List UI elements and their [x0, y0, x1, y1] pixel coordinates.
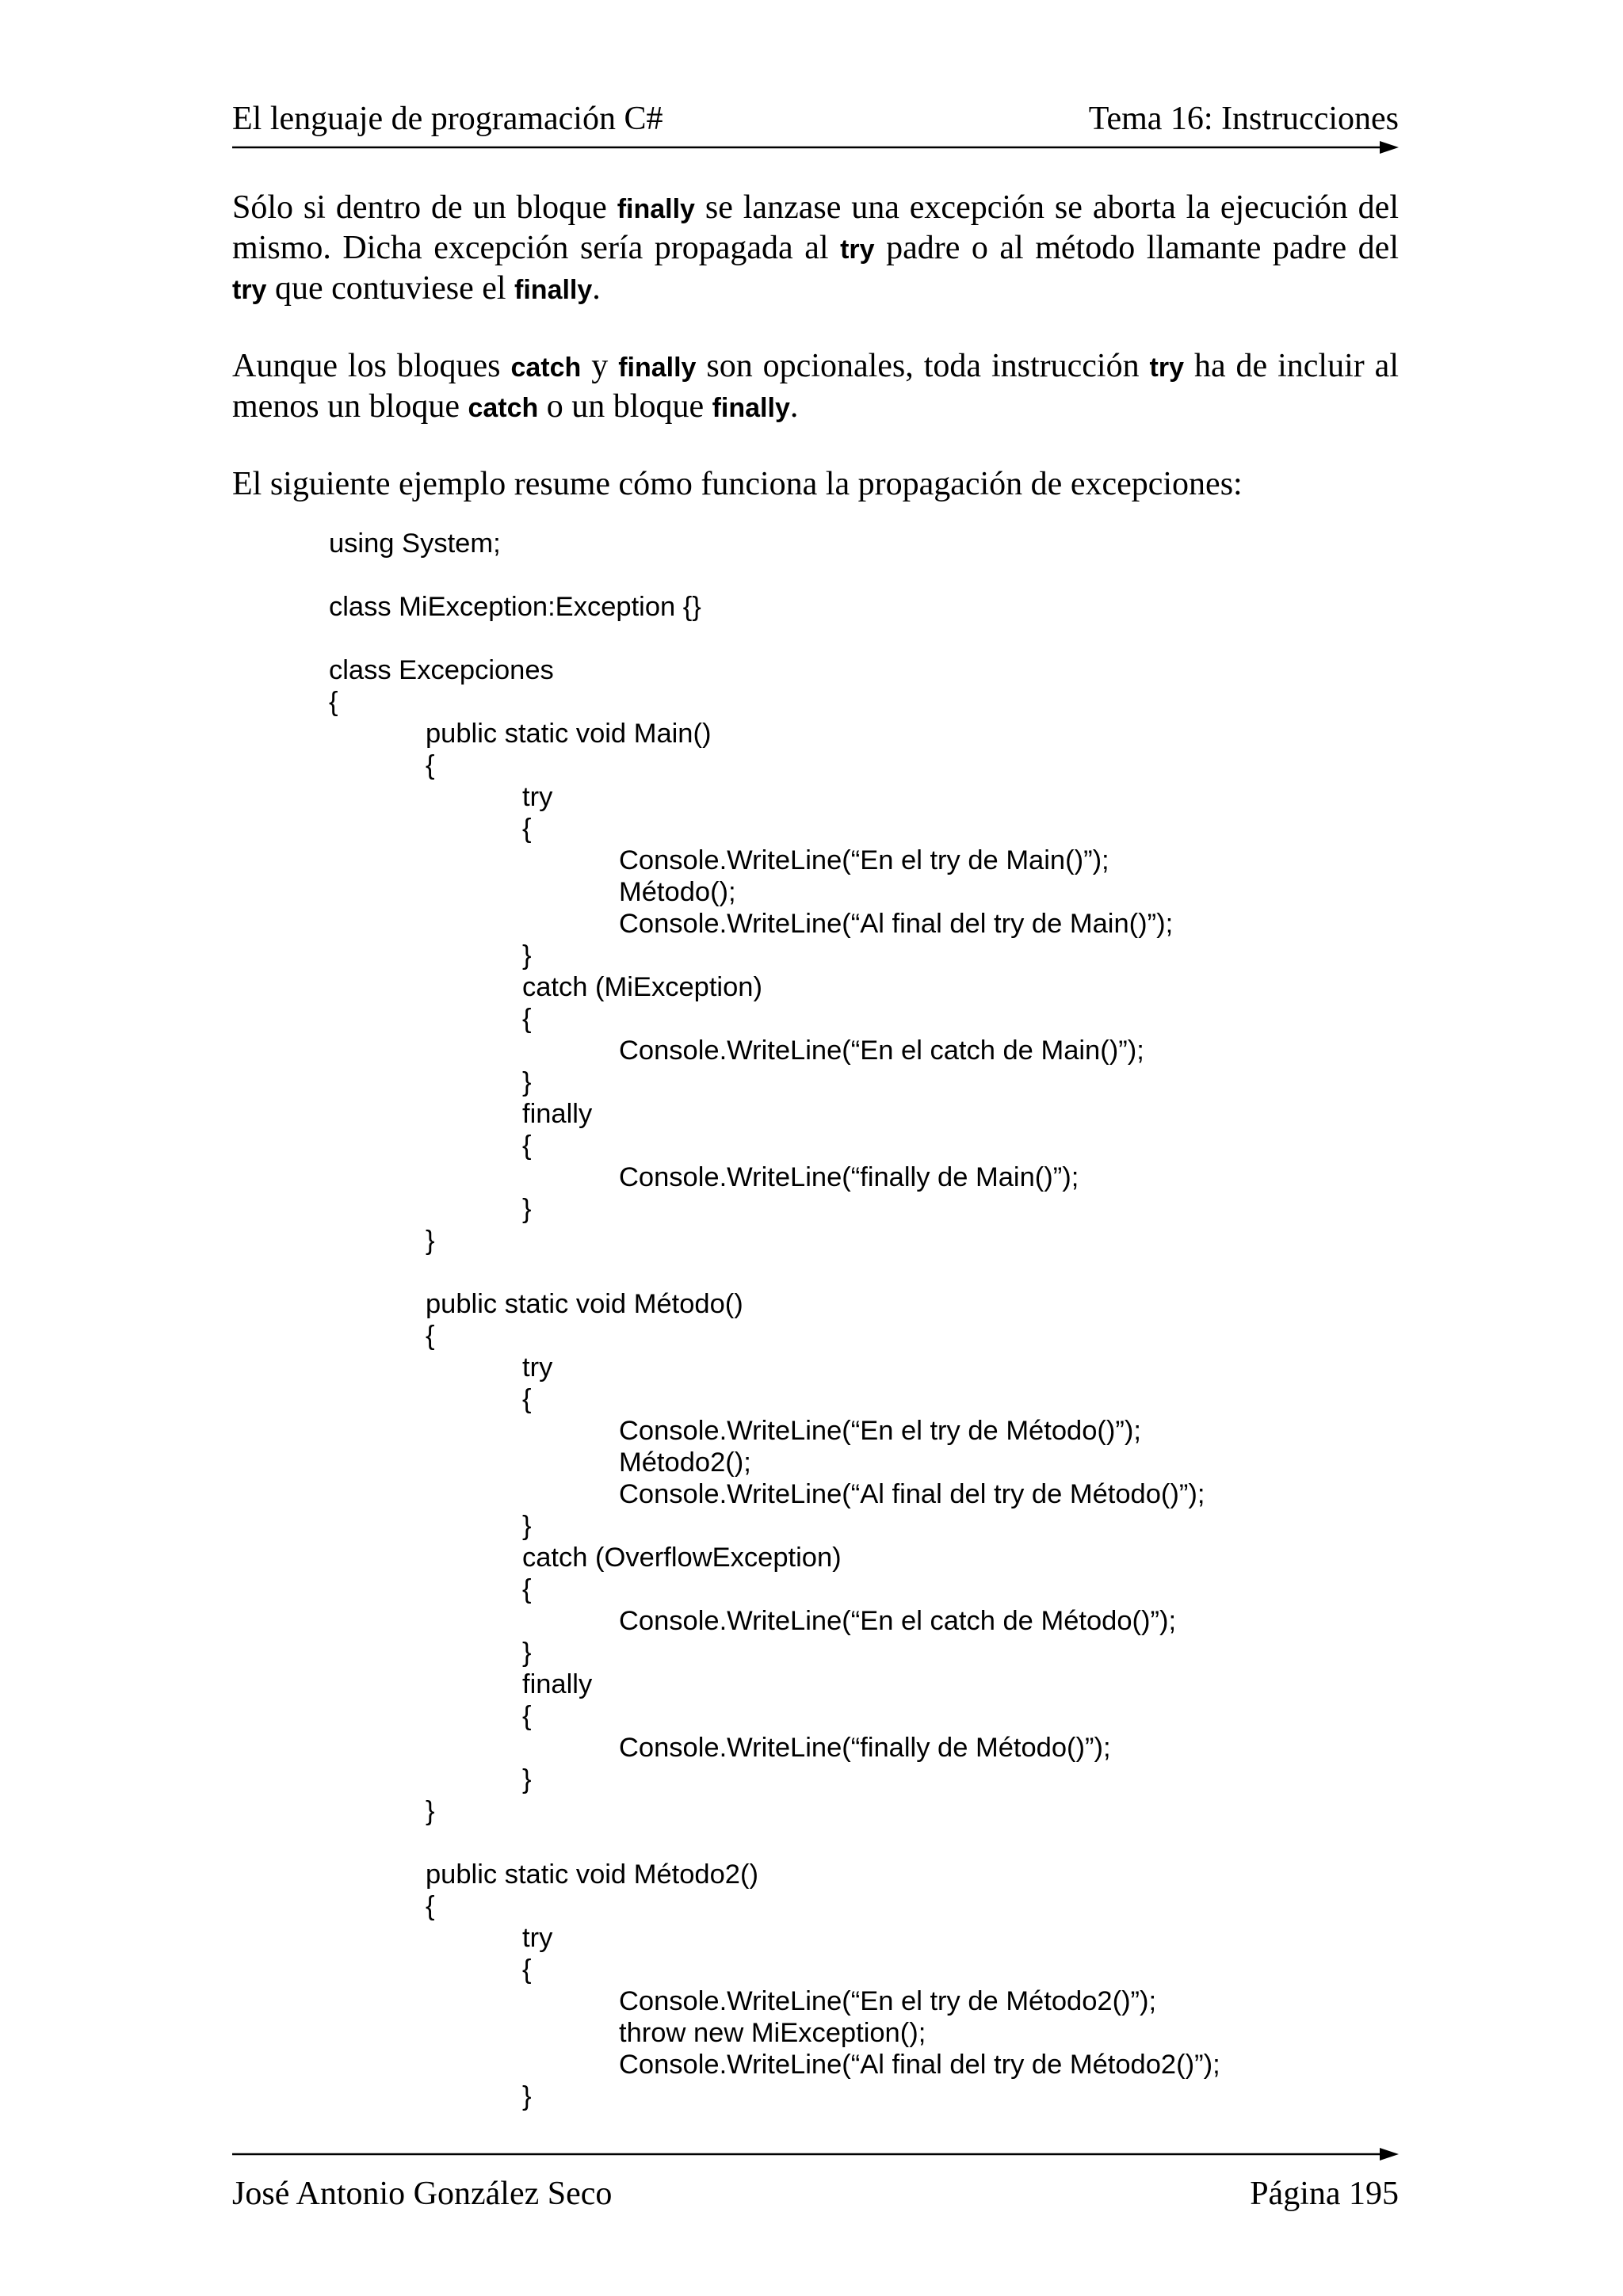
- code-line: public static void Método2(): [426, 1859, 758, 1890]
- code-line: {: [426, 1321, 435, 1351]
- code-listing: [329, 528, 1438, 2112]
- code-line: class MiException:Exception {}: [329, 592, 701, 622]
- code-line: Console.WriteLine(“Al final del try de Método2()”);: [619, 2050, 1220, 2080]
- keyword: try: [1149, 353, 1184, 383]
- code-line: }: [522, 2081, 532, 2111]
- code-line: {: [522, 1384, 532, 1414]
- paragraph-text: se lanzase una excepción se aborta la ejecución del mismo. Dicha excepción sería propagada al: [232, 189, 1399, 266]
- keyword: catch: [468, 393, 539, 423]
- page-footer: [232, 2172, 1399, 2216]
- code-line: Console.WriteLine(“En el try de Método()”);: [619, 1416, 1141, 1446]
- code-line: {: [522, 1955, 532, 1985]
- code-line: try: [522, 1923, 553, 1953]
- code-line: }: [522, 1067, 532, 1097]
- header-rule-arrow: [232, 138, 1399, 157]
- code-line: [329, 559, 1438, 591]
- body-text: [232, 189, 1399, 541]
- code-line: class Excepciones: [329, 655, 554, 685]
- header-book-title: El lenguaje de programación C#: [232, 101, 663, 137]
- paragraph: [232, 347, 1399, 428]
- code-line: Console.WriteLine(“En el catch de Método()”);: [619, 1606, 1177, 1636]
- footer-page-number: Página 195: [1250, 2176, 1399, 2212]
- code-line: {: [522, 1574, 532, 1604]
- paragraph-text: padre o al método llamante padre del: [874, 230, 1399, 266]
- keyword: finally: [514, 275, 593, 305]
- footer-author: José Antonio González Seco: [232, 2176, 613, 2212]
- keyword: try: [840, 235, 875, 265]
- code-line: {: [522, 1004, 532, 1034]
- header-chapter-title: Tema 16: Instrucciones: [1088, 101, 1399, 137]
- code-line: public static void Método(): [426, 1289, 743, 1319]
- code-line: finally: [522, 1669, 593, 1699]
- footer-rule-arrow: [232, 2145, 1399, 2164]
- keyword: try: [232, 275, 267, 305]
- paragraph-text: ha de incluir al menos un bloque: [232, 348, 1399, 425]
- keyword: finally: [618, 353, 697, 383]
- code-line: throw new MiException();: [619, 2018, 926, 2048]
- code-line: Método();: [619, 877, 736, 907]
- code-line: {: [522, 1131, 532, 1161]
- code-line: Console.WriteLine(“Al final del try de Main()”);: [619, 909, 1174, 939]
- code-line: }: [426, 1226, 435, 1256]
- code-line: using System;: [329, 528, 501, 559]
- paragraph-text: .: [789, 388, 799, 425]
- paragraph: [232, 189, 1399, 310]
- code-line: {: [329, 687, 338, 717]
- code-line: Console.WriteLine(“Al final del try de Método()”);: [619, 1479, 1205, 1509]
- paragraph-text: El siguiente ejemplo resume cómo funciona la propagación de excepciones:: [232, 466, 1243, 502]
- code-line: }: [426, 1796, 435, 1826]
- code-line: {: [522, 1701, 532, 1731]
- code-line: [329, 623, 1438, 654]
- code-line: catch (OverflowException): [522, 1543, 842, 1573]
- keyword: finally: [617, 194, 695, 224]
- code-line: }: [522, 1764, 532, 1794]
- code-line: {: [522, 814, 532, 844]
- paragraph-text: y: [581, 348, 619, 384]
- code-line: catch (MiException): [522, 972, 762, 1002]
- paragraph-text: Aunque los bloques: [232, 348, 511, 384]
- paragraph-text: .: [592, 270, 601, 307]
- paragraph-text: que contuviese el: [266, 270, 515, 307]
- code-line: try: [522, 1352, 553, 1383]
- code-line: try: [522, 782, 553, 812]
- code-line: Console.WriteLine(“En el try de Método2()”);: [619, 1986, 1157, 2016]
- code-line: }: [522, 940, 532, 971]
- keyword: finally: [712, 393, 790, 423]
- code-line: }: [522, 1638, 532, 1668]
- code-line: [329, 1827, 1438, 1859]
- code-line: {: [426, 750, 435, 780]
- code-line: Console.WriteLine(“En el catch de Main()”);: [619, 1035, 1144, 1066]
- paragraph: [232, 465, 1399, 504]
- code-line: }: [522, 1511, 532, 1541]
- paragraph-text: son opcionales, toda instrucción: [696, 348, 1150, 384]
- code-line: finally: [522, 1099, 593, 1129]
- code-line: {: [426, 1891, 435, 1921]
- code-line: public static void Main(): [426, 719, 712, 749]
- code-line: Console.WriteLine(“finally de Main()”);: [619, 1162, 1079, 1192]
- code-line: Console.WriteLine(“En el try de Main()”);: [619, 845, 1109, 875]
- paragraph-text: Sólo si dentro de un bloque: [232, 189, 617, 226]
- code-line: Método2();: [619, 1447, 751, 1478]
- code-line: Console.WriteLine(“finally de Método()”);: [619, 1733, 1111, 1763]
- code-line: }: [522, 1194, 532, 1224]
- paragraph-text: o un bloque: [538, 388, 712, 425]
- keyword: catch: [510, 353, 582, 383]
- code-line: [329, 1257, 1438, 1288]
- page-header: [232, 97, 1399, 141]
